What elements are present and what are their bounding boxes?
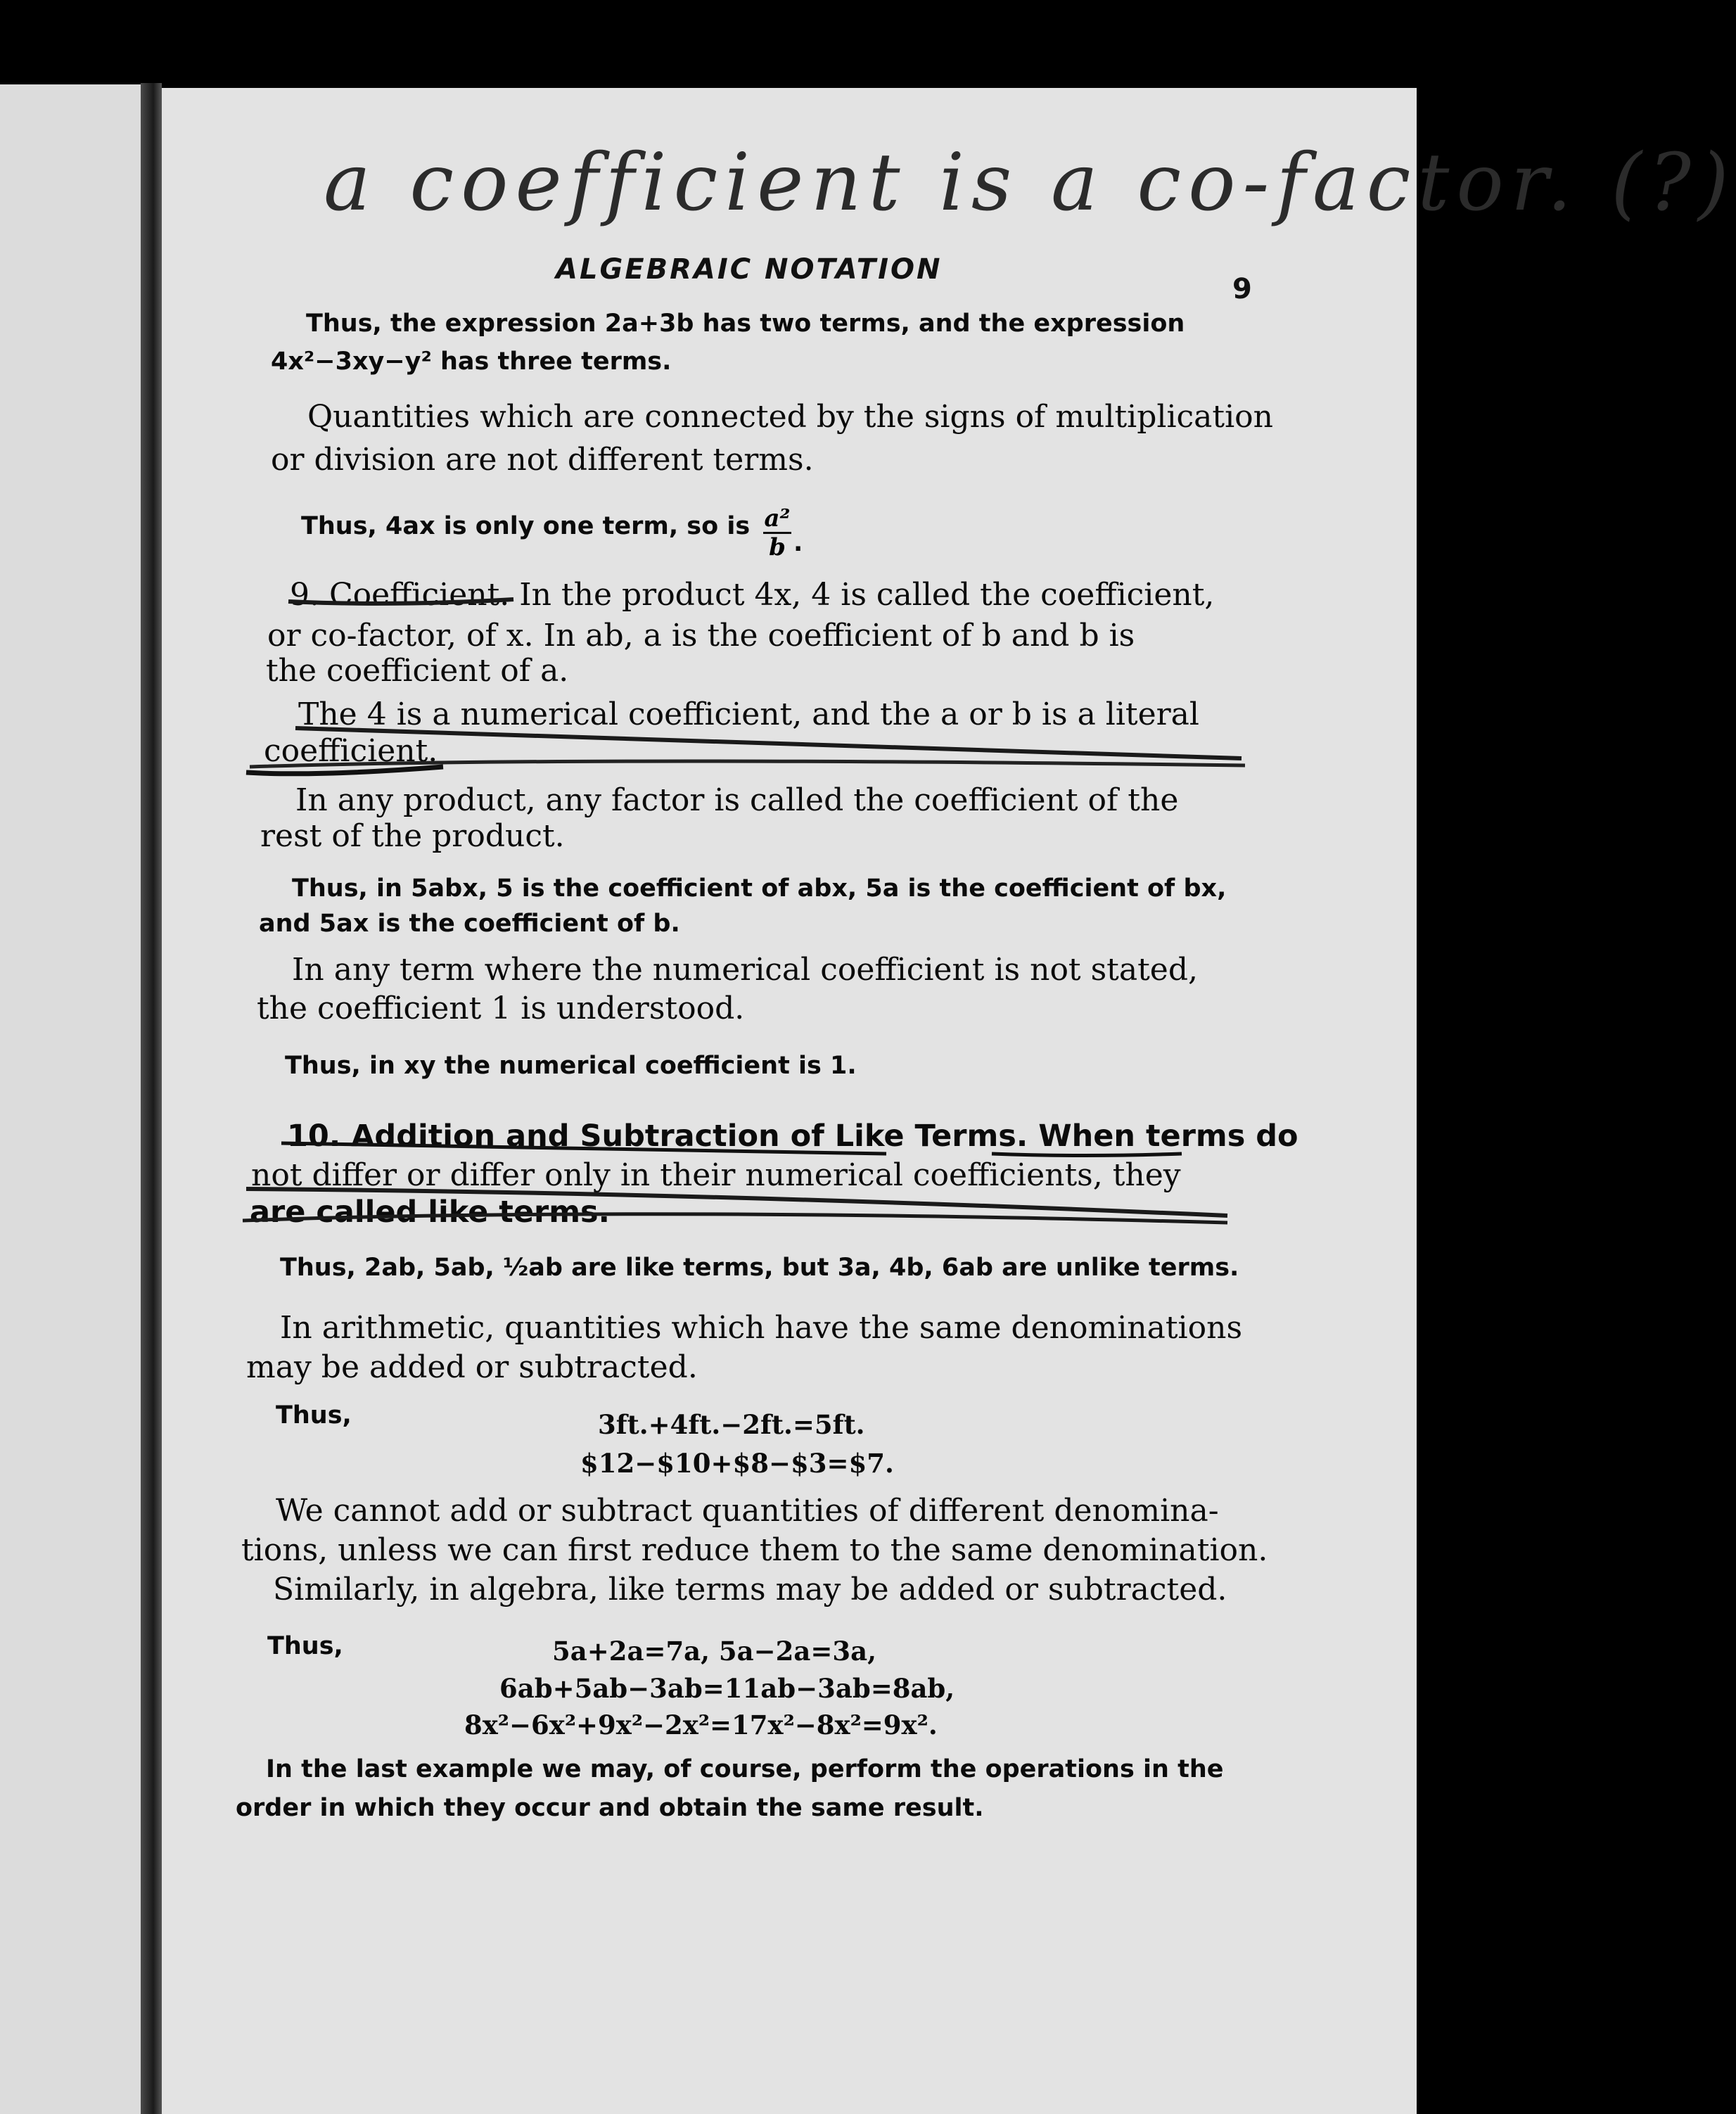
text-line: tions, unless we can first reduce them to the same denomination. xyxy=(241,1532,1268,1568)
equation: 8x²−6x²+9x²−2x²=17x²−8x²=9x². xyxy=(464,1709,938,1740)
left-page-edge xyxy=(0,84,148,2114)
text-line: or co-factor, of x. In ab, a is the coefficient of b and b is xyxy=(267,618,1135,654)
book-gutter xyxy=(141,83,162,2114)
text-line: the coefficient 1 is understood. xyxy=(257,991,745,1026)
running-head: ALGEBRAIC NOTATION xyxy=(556,253,943,286)
text-line: In arithmetic, quantities which have the same denominations xyxy=(280,1310,1243,1346)
text-line: Thus, xyxy=(276,1401,352,1430)
equation: 5a+2a=7a, 5a−2a=3a, xyxy=(552,1636,876,1667)
text-line: may be added or subtracted. xyxy=(246,1349,698,1385)
text-line: In any product, any factor is called the coefficient of the xyxy=(295,782,1179,818)
text-line: Thus, 4ax is only one term, so is xyxy=(301,512,751,540)
equation: $12−$10+$8−$3=$7. xyxy=(580,1448,894,1479)
text-line: Similarly, in algebra, like terms may be added or subtracted. xyxy=(273,1572,1227,1607)
text-line: In the last example we may, of course, perform the operations in the xyxy=(266,1755,1224,1783)
text-line: or division are not different terms. xyxy=(271,442,814,478)
fraction xyxy=(763,505,791,561)
text-line: rest of the product. xyxy=(260,818,565,854)
equation: 6ab+5ab−3ab=11ab−3ab=8ab, xyxy=(499,1673,955,1704)
text-line: The 4 is a numerical coefficient, and the a or b is a literal xyxy=(298,696,1199,732)
text-line: are called like terms. xyxy=(250,1195,610,1230)
fraction-denominator: b xyxy=(769,533,786,561)
fraction-period: . xyxy=(793,529,803,557)
text-line: 4x²−3xy−y² has three terms. xyxy=(271,348,672,376)
text-line: coefficient. xyxy=(264,733,438,769)
text-line: and 5ax is the coefficient of b. xyxy=(259,910,680,938)
text-line: Thus, the expression 2a+3b has two terms, and the expression xyxy=(306,310,1185,338)
fraction-numerator: a² xyxy=(764,504,791,533)
page-number: 9 xyxy=(1232,273,1252,305)
text-line: Thus, 2ab, 5ab, ½ab are like terms, but 3a, 4b, 6ab are unlike terms. xyxy=(280,1254,1239,1282)
text-line: Thus, in 5abx, 5 is the coefficient of abx, 5a is the coefficient of bx, xyxy=(292,874,1227,903)
text-line: We cannot add or subtract quantities of different denomina- xyxy=(276,1493,1219,1529)
text-line: Thus, xyxy=(267,1632,343,1660)
text-line: not differ or differ only in their numerical coefficients, they xyxy=(251,1157,1181,1193)
text-line: In any term where the numerical coefficient is not stated, xyxy=(292,952,1198,988)
section-heading-like-terms: 10. Addition and Subtraction of Like Terms. When terms do xyxy=(287,1119,1298,1154)
handwritten-annotation: a coefficient is a co-factor. (?) xyxy=(324,137,1736,229)
text-line: Quantities which are connected by the signs of multiplication xyxy=(307,399,1273,435)
text-line: order in which they occur and obtain the same result. xyxy=(236,1794,984,1822)
equation: 3ft.+4ft.−2ft.=5ft. xyxy=(598,1409,865,1440)
text-line: the coefficient of a. xyxy=(266,653,569,689)
text-line: Thus, in xy the numerical coefficient is 1. xyxy=(285,1052,857,1080)
section-heading-coefficient: 9. Coefficient. In the product 4x, 4 is called the coefficient, xyxy=(290,577,1215,613)
